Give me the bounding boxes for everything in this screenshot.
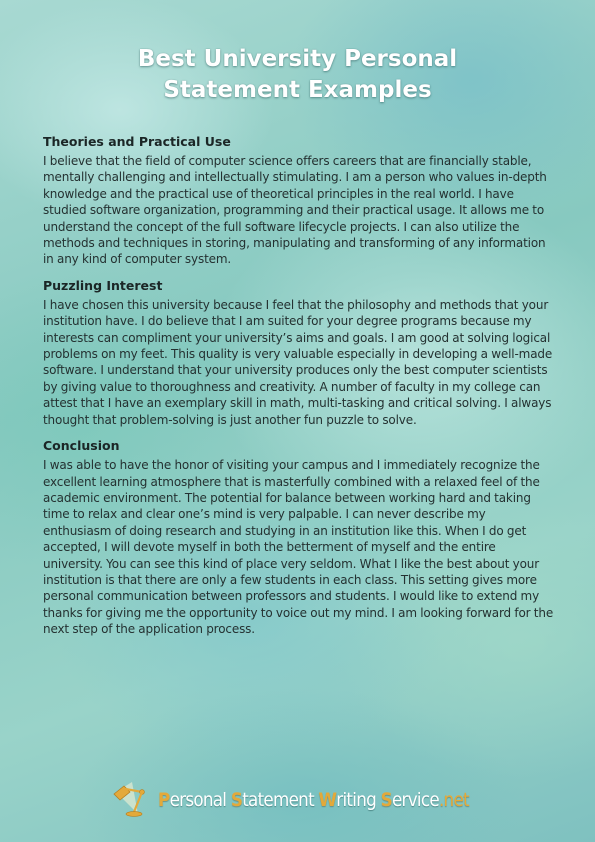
desk-lamp-icon — [112, 778, 156, 818]
section-theories — [43, 134, 556, 268]
brand-logo[interactable] — [112, 778, 492, 818]
brand-word: ersonal — [169, 789, 231, 811]
page-title-line-1: Best University Personal — [137, 46, 458, 72]
page-title — [0, 44, 595, 106]
section-heading: Theories and Practical Use — [43, 134, 231, 149]
brand-domain: .net — [438, 789, 469, 811]
brand-word: tatement — [242, 789, 319, 811]
section-body: I have chosen this university because I feel that the philosophy and methods that your institution have. I do believe that I am suited for your degree programs because my interests can compliment your university’s aims and goals. I am good at solving logical problems on my feet. This quality is very valuable especially in developing a well-made software. I understand that your university produces only the best computer scientists by giving value to thoroughness and creativity. A number of faculty in my college can attest that I have an exemplary skill in math, multi-tasking and critical solving. I always thought that problem-solving is just another fun puzzle to solve. — [43, 297, 553, 427]
page-title-line-2: Statement Examples — [163, 77, 432, 103]
section-puzzling-interest — [43, 278, 556, 428]
section-heading: Conclusion — [43, 438, 120, 454]
brand-letter: S — [380, 789, 392, 811]
brand-word: ervice — [391, 789, 439, 811]
section-body: I believe that the field of computer science offers careers that are financially stable, mentally challenging and intellectually stimulating. I am a person who values in-depth knowledge and the practical use of theoretical principles in the real world. I have studied software organization, programming and their practical usage. It allows me to understand the concept of the full software lifecycle projects. I can also utilize the methods and techniques in storing, manipulating and transforming of any information in any kind of computer system. — [43, 154, 547, 267]
section-heading: Puzzling Interest — [43, 277, 163, 293]
section-body: I was able to have the honor of visiting your campus and I immediately recognize the excellent learning atmosphere that is masterfully combined with a relaxed feel of the academic environment. The potential for balance between working hard and taking time to relax and clear one’s mind is very palpable. I can never describe my enthusiasm of doing research and studying in an institution like this. When I do get accepted, I will devote myself in both the betterment of myself and the entire university. You can see this kind of place very seldom. What I like the best about your institution is that there are only a few students in each class. This setting gives more personal communication between professors and students. I would like to extend my thanks for giving me the opportunity to voice out my mind. I am looking forward for the next step of the application process. — [43, 458, 554, 637]
brand-letter: W — [318, 789, 337, 811]
brand-word: riting — [336, 789, 381, 811]
brand-letter: P — [158, 789, 170, 811]
statement-content — [43, 134, 556, 638]
section-conclusion — [43, 438, 556, 637]
brand-name — [158, 788, 469, 812]
brand-letter: S — [230, 789, 243, 811]
